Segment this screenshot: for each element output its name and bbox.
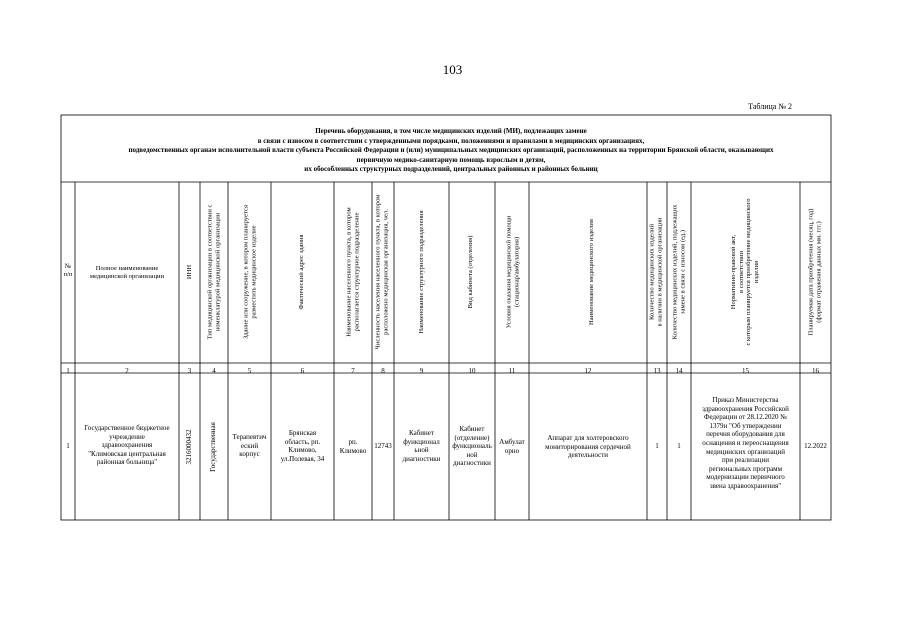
col-number: 1 (66, 367, 70, 375)
subdivision-cell: Кабинет функционал ьной диагностики (402, 429, 441, 463)
col-number: 5 (247, 367, 252, 375)
device-count-cell: 1 (655, 442, 659, 450)
col-number: 8 (381, 367, 385, 375)
replace-count-cell: 1 (677, 442, 681, 450)
header-col-3: ИНН (186, 264, 194, 280)
header-col-4: Тип медицинской организации в соответствии с номенклатурой медицинской организации (206, 204, 221, 340)
title-line: в связи с износом в соответствии с утвержденными порядками, положениями и правилами в медицинских организациях, (257, 136, 645, 145)
title-line: подведомственных органам исполнительной власти субъекта Российской Федерации и (или) муниципальных медицинских организаций, расположенных на территории Брянской области, оказывающих (128, 146, 774, 155)
col-number: 9 (419, 367, 424, 375)
col-number: 14 (675, 367, 683, 375)
header-col-10: Вид кабинета (отделения) (467, 235, 475, 309)
inn-cell: 3216000432 (185, 429, 194, 465)
address-cell: Брянская область, рп. Климово, ул.Полевая, 34 (280, 429, 325, 463)
legal-act-cell: Приказ Министерства здравоохранения Российской Федерации от 28.12.2020 № 1379н "Об утверждении перечня оборудования для оснащения и переоснащения медицинских организаций при реализации региональных программ модернизации первичного звена здравоохранения" (702, 396, 789, 490)
col-number: 3 (187, 367, 192, 375)
col-number: 2 (125, 367, 129, 375)
purchase-date-cell: 12.2022 (804, 442, 827, 450)
col-number: 4 (212, 367, 216, 375)
building-cell: Терапевтич еский корпус (232, 433, 267, 459)
settlement-cell: рп. Климово (339, 438, 367, 455)
header-col-6: Фактический адрес здания (298, 234, 306, 310)
header-col-13: Количество медицинских изделий в наличии в медицинской организации (648, 217, 663, 327)
device-name-cell: Аппарат для холтеровского мониторирования сердечной деятельности (545, 434, 631, 460)
row-number: 1 (66, 442, 70, 450)
cabinet-type-cell: Кабинет (отделение) функциональ ной диагностики (452, 425, 492, 468)
col-number: 6 (300, 367, 305, 375)
header-col-14: Количество медицинских изделий, подлежащих замене в связи с износом (ед.) (671, 204, 686, 340)
col-number: 16 (812, 367, 819, 375)
col-number: 15 (742, 367, 749, 375)
care-conditions-cell: Амбулат орно (499, 438, 525, 455)
org-name-cell: Государственное бюджетное учреждение здравоохранения "Климовская центральная районная больница" (84, 424, 170, 467)
col-number: 10 (468, 367, 476, 375)
col-number: 7 (351, 367, 355, 375)
header-col-1: № п/п (63, 263, 73, 278)
title-line: Перечень оборудования, в том числе медицинских изделий (МИ), подлежащих замене (315, 127, 587, 135)
header-col-7: Наименование населенного пункта, в котором располагается структурное подразделение (345, 207, 360, 337)
col-number: 12 (584, 367, 592, 375)
population-cell: 12743 (374, 442, 392, 450)
col-number: 11 (508, 367, 516, 375)
header-col-11: Условия оказания медицинской помощи (стационар/амбулатория) (505, 215, 520, 329)
table-label: Таблица № 2 (748, 102, 792, 111)
col-number: 13 (653, 367, 661, 375)
page-number: 103 (442, 62, 463, 77)
header-col-5: Здание или сооружение, в котором планируется разместить медицинское изделие (242, 205, 257, 339)
header-col-16: Планируемая дата приобретения (месяц, год) (формат отражения данных мм. ггг.) (807, 208, 822, 336)
header-col-2: Полное наименование медицинской организации (89, 265, 165, 280)
org-type-cell: Государственная (209, 422, 218, 472)
header-col-15: Нормативно-правовой акт, в соответствии с которым планируется приобретение медицинского изделия (729, 198, 760, 346)
header-col-8: Численность населения населенного пункта, в котором расположено медицинская организация, чел. (374, 194, 389, 350)
title-line: их обособленных структурных подразделений, центральных районных и районных больниц (304, 165, 598, 174)
header-col-12: Наименование медицинского изделия (588, 219, 596, 325)
title-line: первичную медико-санитарную помощь взрослым и детям, (356, 155, 546, 164)
header-col-9: Наименование структурного подразделения (418, 210, 426, 334)
